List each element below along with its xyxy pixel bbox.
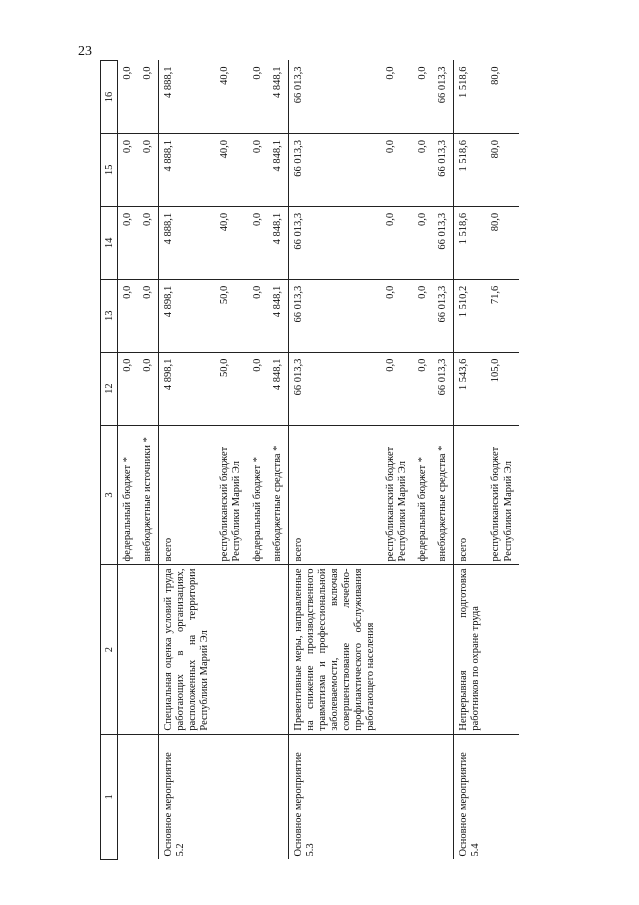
value-cell: 1 510,2 — [454, 279, 487, 352]
value-cell: 71,6 — [486, 279, 518, 352]
value-cell: 1 518,6 — [454, 61, 487, 134]
value-cell: 0,0 — [138, 206, 159, 279]
value-cell: 40,0 — [215, 206, 247, 279]
value-cell: 0,0 — [138, 352, 159, 425]
value-cell: 50,0 — [215, 352, 247, 425]
value-cell: 0,0 — [413, 352, 433, 425]
value-cell: 0,0 — [381, 206, 413, 279]
table-row — [248, 61, 268, 860]
value-cell: 4 898,1 — [159, 279, 216, 352]
value-cell: 50,0 — [215, 279, 247, 352]
funding-source-cell: всего — [454, 425, 487, 565]
activity-name-cell: Основное мероприятие 5.4 — [454, 734, 487, 859]
activity-description-cell — [268, 565, 289, 734]
header-cell: 12 — [101, 352, 118, 425]
value-cell: 0,0 — [248, 206, 268, 279]
activity-name-cell — [118, 734, 139, 859]
value-cell: 0,0 — [138, 133, 159, 206]
activity-description-cell — [381, 565, 413, 734]
activity-name-cell — [138, 734, 159, 859]
value-cell: 4 848,1 — [268, 352, 289, 425]
funding-source-cell: внебюджетные источники * — [138, 425, 159, 565]
value-cell: 66 013,3 — [288, 61, 381, 134]
value-cell: 0,0 — [122, 66, 133, 80]
activity-name-cell — [413, 734, 433, 859]
funding-source-cell: республиканский бюджет Республики Марий Эл — [381, 425, 413, 565]
activity-name-cell — [215, 734, 247, 859]
value-cell: 0,0 — [413, 206, 433, 279]
table-row — [433, 61, 454, 860]
table-row — [268, 61, 289, 860]
value-cell: 66 013,3 — [288, 133, 381, 206]
value-cell: 0,0 — [251, 66, 263, 80]
funding-source-cell: внебюджетные средства * — [433, 425, 454, 565]
activity-name-cell: Основное мероприятие 5.2 — [159, 734, 216, 859]
table-row — [215, 61, 247, 860]
value-cell: 66 013,3 — [433, 133, 454, 206]
activity-description-cell — [118, 565, 139, 734]
funding-source-cell: республиканский бюджет Республики Марий Эл — [486, 425, 518, 565]
activity-name-cell — [433, 734, 454, 859]
value-cell: 0,0 — [413, 279, 433, 352]
activity-description-cell: Специальная оценка условий труда работающих в организациях, расположенных на территории Республики Марий Эл — [159, 565, 216, 734]
value-cell: 80,0 — [486, 133, 518, 206]
value-cell: 66 013,3 — [437, 66, 449, 104]
value-cell: 1 518,6 — [454, 133, 487, 206]
table-row — [454, 61, 487, 860]
value-cell: 4 848,1 — [268, 133, 289, 206]
value-cell: 0,0 — [385, 66, 397, 80]
value-cell: 0,0 — [118, 352, 139, 425]
funding-source-cell: всего — [159, 425, 216, 565]
value-cell: 4 888,1 — [159, 61, 216, 134]
activity-description-cell — [138, 565, 159, 734]
funding-source-cell: федеральный бюджет * — [118, 425, 139, 565]
value-cell: 66 013,3 — [433, 279, 454, 352]
funding-source-cell: республиканский бюджет Республики Марий Эл — [215, 425, 247, 565]
table-header-row — [101, 61, 118, 860]
value-cell: 66 013,3 — [433, 206, 454, 279]
activity-description-cell — [215, 565, 247, 734]
header-cell: 16 — [101, 61, 118, 134]
value-cell: 0,0 — [381, 352, 413, 425]
page-number: 23 — [78, 44, 92, 59]
header-cell: 13 — [101, 279, 118, 352]
value-cell: 0,0 — [248, 352, 268, 425]
activity-name-cell — [486, 734, 518, 859]
value-cell: 4 888,1 — [159, 206, 216, 279]
value-cell: 0,0 — [417, 66, 429, 80]
rotated-table-container — [100, 60, 620, 860]
value-cell: 0,0 — [118, 279, 139, 352]
funding-source-cell: внебюджетные средства * — [268, 425, 289, 565]
value-cell: 66 013,3 — [288, 352, 381, 425]
funding-source-cell: федеральный бюджет * — [413, 425, 433, 565]
value-cell: 4 888,1 — [159, 133, 216, 206]
activity-description-cell — [248, 565, 268, 734]
value-cell: 0,0 — [118, 206, 139, 279]
activity-name-cell — [268, 734, 289, 859]
header-cell: 2 — [101, 565, 118, 734]
value-cell: 0,0 — [138, 279, 159, 352]
activity-description-cell — [433, 565, 454, 734]
value-cell: 80,0 — [486, 206, 518, 279]
header-cell: 14 — [101, 206, 118, 279]
value-cell: 4 848,1 — [268, 279, 289, 352]
value-cell: 4 848,1 — [271, 66, 283, 98]
table-row — [159, 61, 216, 860]
value-cell: 4 898,1 — [159, 352, 216, 425]
value-cell: 0,0 — [118, 133, 139, 206]
activity-name-cell — [248, 734, 268, 859]
value-cell: 0,0 — [248, 133, 268, 206]
header-cell: 3 — [101, 425, 118, 565]
budget-table — [100, 60, 519, 860]
value-cell: 0,0 — [381, 279, 413, 352]
funding-source-cell: всего — [288, 425, 381, 565]
table-row — [486, 61, 518, 860]
value-cell: 105,0 — [486, 352, 518, 425]
value-cell: 0,0 — [381, 133, 413, 206]
activity-description-cell: Непрерывная подготовка работников по охране труда — [454, 565, 487, 734]
value-cell: 4 848,1 — [268, 206, 289, 279]
table-row — [381, 61, 413, 860]
value-cell: 0,0 — [413, 133, 433, 206]
header-cell: 1 — [101, 734, 118, 859]
activity-description-cell — [413, 565, 433, 734]
value-cell: 40,0 — [219, 66, 231, 85]
header-cell: 15 — [101, 133, 118, 206]
value-cell: 66 013,3 — [433, 352, 454, 425]
activity-name-cell: Основное мероприятие 5.3 — [288, 734, 381, 859]
value-cell: 80,0 — [490, 66, 502, 85]
funding-source-cell: федеральный бюджет * — [248, 425, 268, 565]
value-cell: 66 013,3 — [288, 206, 381, 279]
value-cell: 40,0 — [215, 133, 247, 206]
value-cell: 0,0 — [142, 66, 154, 80]
table-row — [288, 61, 381, 860]
activity-description-cell — [486, 565, 518, 734]
value-cell: 66 013,3 — [288, 279, 381, 352]
value-cell: 1 543,6 — [454, 352, 487, 425]
value-cell: 0,0 — [248, 279, 268, 352]
activity-name-cell — [381, 734, 413, 859]
table-row — [413, 61, 433, 860]
value-cell: 1 518,6 — [454, 206, 487, 279]
activity-description-cell: Превентивные меры, направленные на снижение производственного травматизма и профессиональной заболеваемости, включая совершенствование лечебно-профилактического обслуживания работающего населения — [288, 565, 381, 734]
table-row — [138, 61, 159, 860]
table-row — [118, 61, 139, 860]
